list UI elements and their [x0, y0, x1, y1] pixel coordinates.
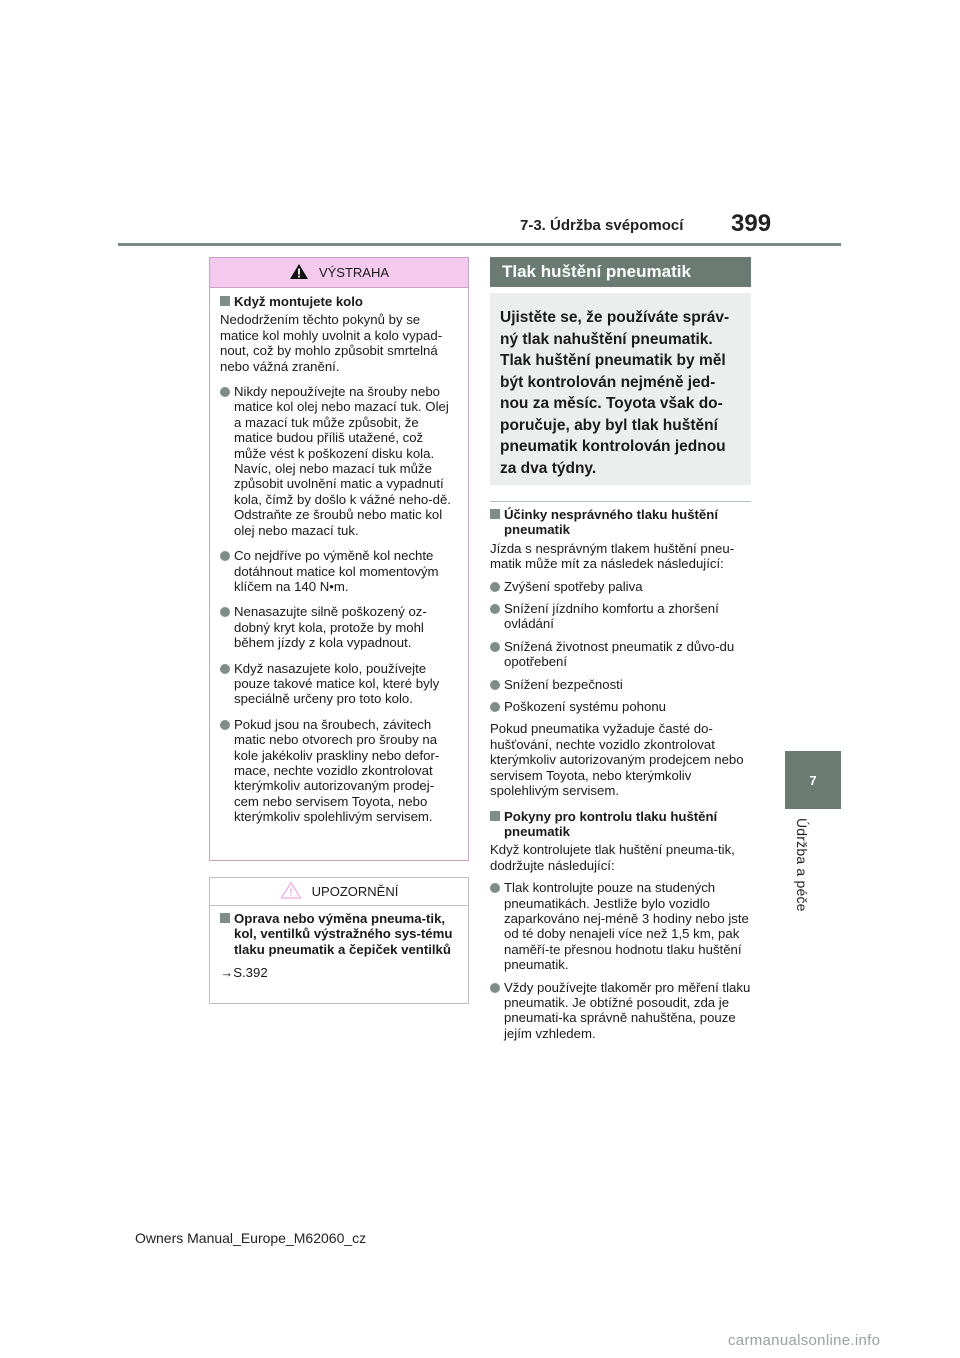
list-item: Poškození systému pohonu: [490, 699, 752, 714]
section-heading: Tlak huštění pneumatik: [490, 257, 751, 287]
intro-box: Ujistěte se, že používáte správ-ný tlak nahuštění pneumatik. Tlak huštění pneumatik by měl být kontrolován nejméně jed-nou za měsíc. Toyota však do-poručuje, aby byl tlak huštění pneumatik kontrolován jednou za dva týdny.: [490, 293, 751, 485]
bullet-dot-icon: [220, 720, 230, 730]
square-bullet-icon: [490, 811, 500, 821]
bullet-dot-icon: [490, 582, 500, 592]
bullet-dot-icon: [220, 387, 230, 397]
warning-bullet: Co nejdříve po výměně kol nechte dotáhnout matice kol momentovým klíčem na 140 N•m.: [220, 548, 458, 594]
watermark: carmanualsonline.info: [728, 1332, 881, 1349]
subsection-heading: Pokyny pro kontrolu tlaku huštění pneumatik: [490, 809, 752, 840]
bullet-dot-icon: [490, 883, 500, 893]
notice-subheading: Oprava nebo výměna pneuma-tik, kol, ventilků výstražného sys-tému tlaku pneumatik a čepiček ventilků: [220, 911, 458, 957]
warning-box: [209, 257, 469, 861]
warning-triangle-icon: [289, 263, 309, 283]
warning-title: VÝSTRAHA: [318, 265, 390, 280]
page-number: 399: [731, 210, 772, 237]
header-rule: [118, 243, 841, 246]
warning-body: [210, 288, 468, 825]
square-bullet-icon: [220, 296, 230, 306]
paragraph: Jízda s nesprávným tlakem huštění pneu-matik může mít za následek následující:: [490, 540, 735, 572]
list-item: Vždy používejte tlakoměr pro měření tlaku pneumatik. Je obtížné posoudit, zda je pneumati-ka správně nahuštěna, pouze jejím vzhledem.: [490, 980, 752, 1042]
warning-bullet: Nikdy nepoužívejte na šrouby nebo matice kol olej nebo mazací tuk. Olej a mazací tuk může způsobit, že matice budou příliš utažené, což může vést k poškození disku kola. Navíc, olej nebo mazací tuk může způsobit uvolnění matic a vypadnutí kola, čímž by došlo k vážné neho-dě. Odstraňte ze šroubů nebo matic kol olej nebo mazací tuk.: [220, 384, 458, 538]
bullet-dot-icon: [490, 642, 500, 652]
list-item: Tlak kontrolujte pouze na studených pneumatikách. Jestliže bylo vozidlo zaparkováno nej-méně 3 hodiny nebo jste od té doby nenajeli více než 1,5 km, pak naměří-te přesnou hodnotu tlaku huštění pneumatik.: [490, 880, 752, 972]
page-reference-link[interactable]: →S.392: [220, 965, 268, 981]
warning-bullet: Když nasazujete kolo, používejte pouze takové matice kol, které byly speciálně určeny pro toto kolo.: [220, 661, 458, 707]
paragraph: Když kontrolujete tlak huštění pneuma-tik, dodržujte následující:: [490, 842, 735, 873]
divider: [490, 501, 751, 502]
chapter-label: Údržba a péče: [794, 818, 810, 912]
footer-text: Owners Manual_Europe_M62060_cz: [135, 1230, 367, 1246]
caution-triangle-outline-icon: [280, 881, 302, 902]
chapter-number: 7: [809, 772, 817, 788]
bullet-dot-icon: [220, 551, 230, 561]
list-item: Snížená životnost pneumatik z důvo-du opotřebení: [490, 639, 752, 670]
chapter-tab: [785, 751, 841, 809]
bullet-dot-icon: [490, 702, 500, 712]
notice-header: [210, 878, 468, 906]
notice-title: UPOZORNĚNÍ: [311, 884, 399, 899]
warning-bullet: Pokud jsou na šroubech, závitech matic nebo otvorech pro šrouby na kole jakékoliv praskliny nebo defor-mace, nechte vozidlo zkontrolovat kterýmkoliv autorizovaným prodej-cem nebo servisem Toyota, nebo kterýmkoliv spolehlivým servisem.: [220, 717, 458, 825]
section-title: 7-3. Údržba svépomocí: [520, 217, 684, 234]
bullet-dot-icon: [490, 983, 500, 993]
notice-body: [210, 906, 468, 981]
list-item: Snížení jízdního komfortu a zhoršení ovládání: [490, 601, 752, 632]
bullet-dot-icon: [220, 664, 230, 674]
square-bullet-icon: [490, 509, 500, 519]
right-column: [490, 507, 752, 1048]
bullet-dot-icon: [490, 680, 500, 690]
warning-header: [210, 258, 468, 288]
list-item: Zvýšení spotřeby paliva: [490, 579, 752, 594]
square-bullet-icon: [220, 913, 230, 923]
notice-box: [209, 877, 469, 1004]
warning-subheading: Když montujete kolo: [220, 294, 458, 309]
warning-bullet: Nenasazujte silně poškozený oz-dobný kryt kola, protože by mohl během jízdy z kola vypadnout.: [220, 604, 458, 650]
paragraph: Pokud pneumatika vyžaduje časté do-hušťování, nechte vozidlo zkontrolovat kterýmkoliv autorizovaným prodejcem nebo servisem Toyota, nebo kterýmkoliv spolehlivým servisem.: [490, 721, 744, 799]
warning-intro: Nedodržením těchto pokynů by se matice kol mohly uvolnit a kolo vypad-nout, což by mohlo způsobit smrtelná nebo vážná zranění.: [220, 312, 443, 374]
bullet-dot-icon: [490, 604, 500, 614]
subsection-heading: Účinky nesprávného tlaku huštění pneumatik: [490, 507, 752, 538]
list-item: Snížení bezpečnosti: [490, 677, 752, 692]
bullet-dot-icon: [220, 607, 230, 617]
